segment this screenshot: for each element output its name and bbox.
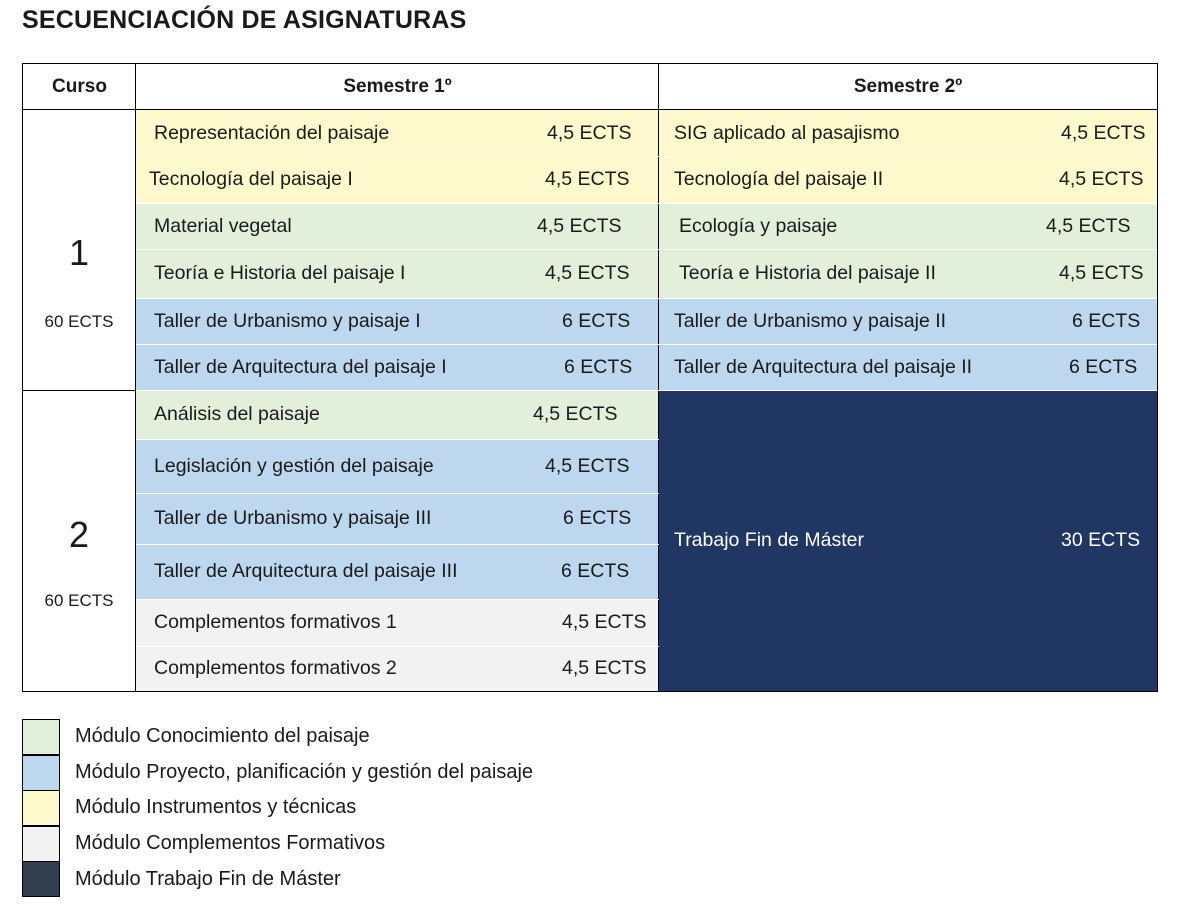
subject-name: Taller de Arquitectura del paisaje II (674, 355, 973, 378)
grid-line (136, 646, 659, 647)
subject-ects: 4,5 ECTS (562, 611, 647, 633)
legend-swatch-yellow (22, 790, 60, 826)
subject-ects: 6 ECTS (562, 309, 631, 332)
subject-name: Tecnología del paisaje II (674, 168, 884, 190)
subject-name: Representación del paisaje (154, 121, 390, 144)
legend-label: Módulo Conocimiento del paisaje (75, 725, 370, 747)
subject-ects: 6 ECTS (1069, 355, 1138, 378)
subject-ects: 4,5 ECTS (537, 214, 622, 237)
legend-swatch-blue (22, 755, 60, 791)
legend-swatch-green (22, 719, 60, 755)
subject-name: Taller de Urbanismo y paisaje III (154, 507, 432, 529)
subject-cell (136, 156, 659, 203)
subject-name: Taller de Urbanismo y paisaje II (674, 309, 947, 332)
subject-cell (136, 439, 659, 493)
subject-name: Tecnología del paisaje I (149, 168, 353, 190)
subject-name: Complementos formativos 2 (154, 657, 397, 679)
subject-cell (659, 249, 1157, 298)
legend-swatch-navy (22, 861, 60, 897)
course-2-ects: 60 ECTS (44, 591, 114, 610)
course-2-number: 2 (68, 514, 90, 555)
grid-line (136, 298, 1157, 299)
grid-line (136, 439, 659, 440)
subject-name: Análisis del paisaje (154, 403, 320, 425)
subject-name: Teoría e Historia del paisaje I (154, 262, 406, 284)
subject-cell (136, 203, 659, 249)
header-course: Curso (23, 64, 136, 110)
subject-ects: 30 ECTS (1061, 529, 1141, 551)
subject-ects: 4,5 ECTS (533, 403, 618, 425)
subject-cell (659, 203, 1157, 249)
subject-ects: 4,5 ECTS (545, 168, 630, 190)
subject-ects: 4,5 ECTS (1059, 168, 1144, 190)
course-1-number: 1 (68, 232, 90, 273)
grid-line (136, 203, 1157, 204)
sequence-table (22, 63, 1158, 692)
subject-ects: 4,5 ECTS (1059, 262, 1144, 284)
subject-cell (136, 298, 659, 344)
subject-ects: 4,5 ECTS (545, 262, 630, 284)
subject-ects: 4,5 ECTS (545, 454, 630, 477)
course-1-ects: 60 ECTS (44, 312, 114, 331)
tfm-cell (659, 390, 1157, 691)
subject-ects: 4,5 ECTS (1046, 214, 1131, 237)
subject-ects: 6 ECTS (564, 355, 633, 378)
grid-line (136, 544, 659, 545)
subject-name: Taller de Arquitectura del paisaje III (154, 560, 458, 582)
legend-swatch-gray (22, 826, 60, 862)
grid-line (136, 493, 659, 494)
grid-line (23, 390, 136, 391)
subject-cell (136, 493, 659, 544)
subject-name: Ecología y paisaje (679, 214, 838, 237)
grid-line (136, 599, 659, 600)
subject-cell (659, 344, 1157, 390)
grid-line (136, 249, 1157, 250)
subject-name: SIG aplicado al pasajismo (674, 121, 900, 144)
page-title: SECUENCIACIÓN DE ASIGNATURAS (22, 6, 467, 34)
grid-line (658, 64, 659, 691)
subject-name: Trabajo Fin de Máster (674, 529, 865, 551)
subject-cell (659, 156, 1157, 203)
subject-cell (136, 544, 659, 599)
subject-name: Teoría e Historia del paisaje II (679, 262, 936, 284)
legend-label: Módulo Trabajo Fin de Máster (75, 868, 341, 890)
subject-cell (136, 390, 659, 439)
subject-cell (136, 344, 659, 390)
subject-ects: 6 ECTS (563, 507, 632, 529)
subject-ects: 4,5 ECTS (1061, 121, 1146, 144)
grid-line (136, 156, 1157, 157)
subject-name: Taller de Arquitectura del paisaje I (154, 355, 447, 378)
subject-ects: 6 ECTS (1072, 309, 1141, 332)
subject-ects: 6 ECTS (561, 560, 630, 582)
subject-cell (136, 646, 659, 691)
subject-name: Taller de Urbanismo y paisaje I (154, 309, 421, 332)
subject-ects: 4,5 ECTS (547, 121, 632, 144)
subject-cell (136, 599, 659, 646)
subject-cell (136, 249, 659, 298)
subject-name: Legislación y gestión del paisaje (154, 454, 434, 477)
header-semester-2: Semestre 2º (659, 64, 1157, 110)
subject-cell (659, 298, 1157, 344)
subject-cell (136, 110, 659, 156)
legend-label: Módulo Complementos Formativos (75, 832, 386, 854)
subject-name: Material vegetal (154, 214, 292, 237)
grid-line (135, 64, 136, 691)
header-semester-1: Semestre 1º (136, 64, 659, 110)
legend-label: Módulo Proyecto, planificación y gestión del paisaje (75, 761, 534, 783)
grid-line (136, 390, 1157, 391)
legend-label: Módulo Instrumentos y técnicas (75, 796, 357, 818)
subject-name: Complementos formativos 1 (154, 611, 397, 633)
subject-cell (659, 110, 1157, 156)
subject-ects: 4,5 ECTS (562, 657, 647, 679)
grid-line (136, 344, 1157, 345)
